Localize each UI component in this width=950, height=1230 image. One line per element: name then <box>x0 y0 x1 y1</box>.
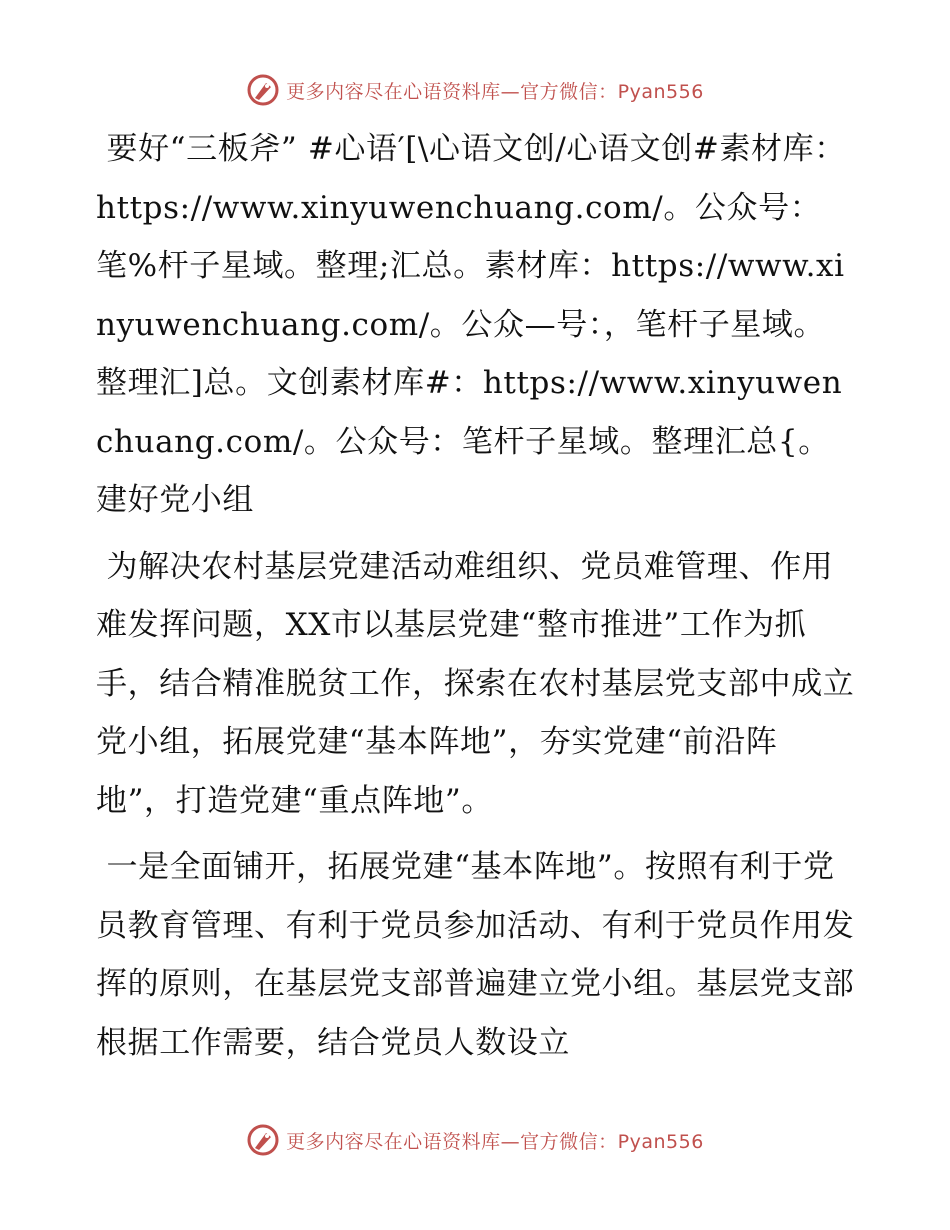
watermark-text: 更多内容尽在心语资料库—官方微信：Pyan556 <box>286 80 704 103</box>
paragraph-1: 要好“三板斧” #心语′[\心语文创/心语文创#素材库：https://www.xinyuwenchuang.com/。公众号：笔%杆子星域。整理;汇总。素材库：https://www.xinyuwenchuang.com/。公众—号：，笔杆子星域。整理汇]总。文创素材库#：https://www.xinyuwenchuang.com/。公众号：笔杆子星域。整理汇总{。 建好党小组 <box>96 131 846 518</box>
watermark-text: 更多内容尽在心语资料库—官方微信：Pyan556 <box>286 1130 704 1153</box>
pen-nib-logo-icon <box>246 73 280 107</box>
paragraph-2: 为解决农村基层党建活动难组织、党员难管理、作用难发挥问题，XX市以基层党建“整市推进”工作为抓手，结合精准脱贫工作，探索在农村基层党支部中成立党小组，拓展党建“基本阵地”，夯实党建“前沿阵地”，打造党建“重点阵地”。 <box>96 548 855 819</box>
pen-nib-logo-icon <box>246 1123 280 1157</box>
footer-watermark <box>0 1120 950 1160</box>
paragraph-3: 一是全面铺开，拓展党建“基本阵地”。按照有利于党员教育管理、有利于党员参加活动、有利于党员作用发挥的原则，在基层党支部普遍建立党小组。基层党支部根据工作需要，结合党员人数设立 <box>96 849 855 1061</box>
header-watermark <box>0 70 950 110</box>
document-body <box>96 120 856 1072</box>
